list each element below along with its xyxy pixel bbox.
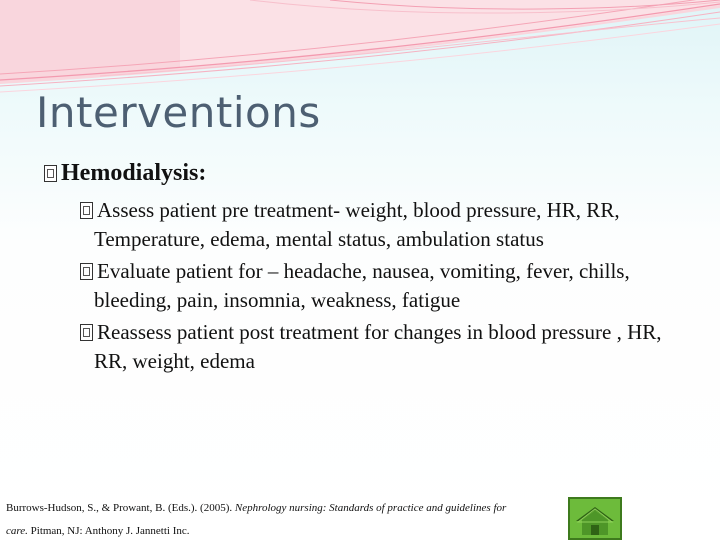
bullet-text: Evaluate patient for – headache, nausea, vomiting, fever, chills, bleeding, pain, insomnia, weakness, fatigue xyxy=(94,259,630,312)
missing-glyph-box-icon xyxy=(44,165,57,182)
missing-glyph-box-icon xyxy=(80,324,93,341)
bullet-text: Assess patient pre treatment- weight, blood pressure, HR, RR, Temperature, edema, mental status, ambulation status xyxy=(94,198,620,251)
reference-publisher: Pitman, NJ: Anthony J. Jannetti Inc. xyxy=(30,525,190,537)
bullet-item xyxy=(80,196,670,253)
slide-title: Interventions xyxy=(36,88,321,137)
bullet-list xyxy=(80,196,670,379)
bullet-item xyxy=(80,318,670,375)
bullet-item xyxy=(80,257,670,314)
missing-glyph-box-icon xyxy=(80,202,93,219)
reference-authors: Burrows-Hudson, S., & Prowant, B. (Eds.). (2005). xyxy=(6,502,233,514)
section-heading xyxy=(44,160,206,187)
home-icon xyxy=(570,499,620,538)
section-heading-text: Hemodialysis: xyxy=(61,160,207,186)
missing-glyph-box-icon xyxy=(80,263,93,280)
home-button[interactable] xyxy=(568,497,622,540)
bullet-text: Reassess patient post treatment for changes in blood pressure , HR, RR, weight, edema xyxy=(94,320,662,373)
reference-title: Nephrology nursing: Standards of practice and guidelines for care. xyxy=(6,502,507,537)
header-decoration xyxy=(0,0,720,100)
reference-citation xyxy=(6,497,526,540)
